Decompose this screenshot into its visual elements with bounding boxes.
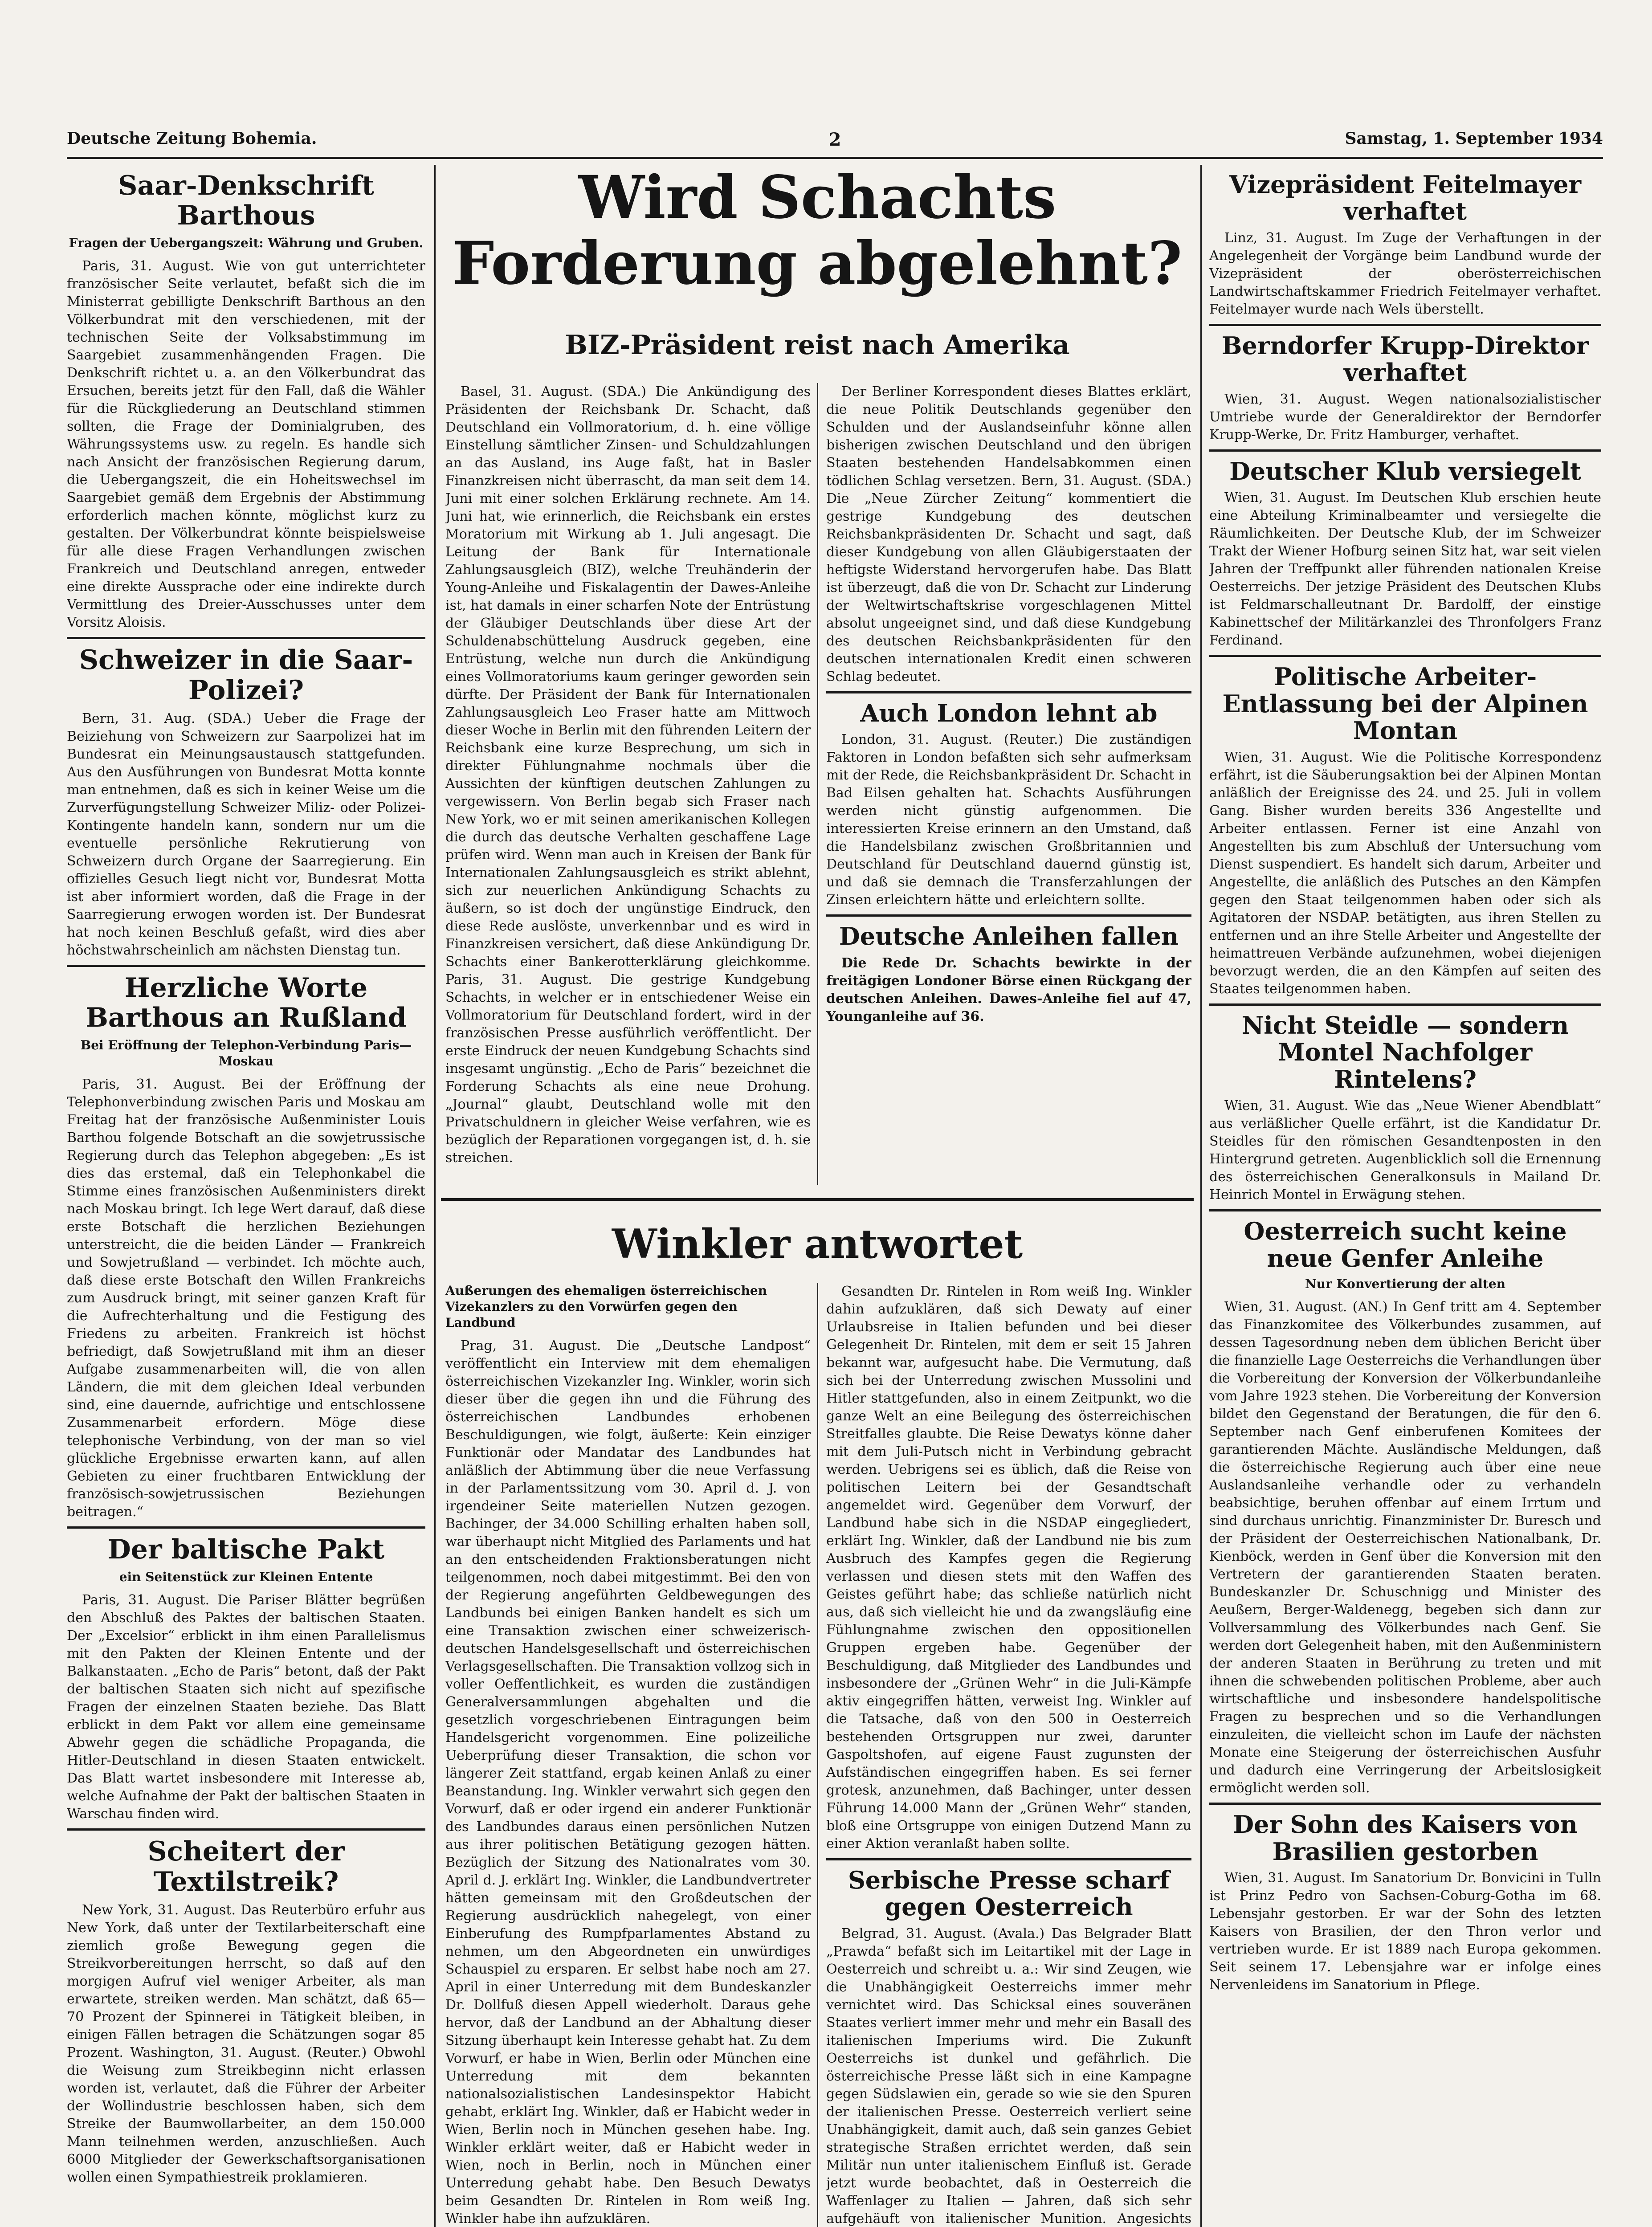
- article-text: Der Berliner Korrespondent dieses Blattes erklärt, die neue Politik Deutschlands gegenüber den Schulden und der Auslandseinfuhr könne allen bisherigen zwischen Deutschland und den übrigen Staaten bestehenden Handelsabkommen einen tödlichen Schlag versetzen. Bern, 31. August. (SDA.) Die „Neue Zürcher Zeitung“ kommentiert die gestrige Kundgebung des deutschen Reichsbankpräsidenten Dr. Schacht und sagt, daß dieser Kundgebung von allen Gläubigerstaaten der heftigste Widerstand hervorgerufen habe. Das Blatt ist überzeugt, daß die von Dr. Schacht zur Linderung der Weltwirtschaftskrise vorgeschlagenen Mittel absolut ungeeignet sind, und daß diese Kundgebung des deutschen Reichsbankpräsidenten für den deutschen internationalen Kredit einen schweren Schlag bedeutet.: [826, 384, 1191, 685]
- headline: Schweizer in die Saar-Polizei?: [79, 644, 413, 706]
- article-text: Wien, 31. August. (AN.) In Genf tritt am 4. September das Finanzkomitee des Völkerbundes zusammen, auf dessen Tagesordnung neben dem üblichen Bericht über die finanzielle Lage Oesterreichs die Verhandlungen über die Vorbereitung der Konversion der Völkerbundanleihe vom Jahre 1923 stehen. Die Vorbereitung der Konversion bildet den Gegenstand der Beratungen, die für den 6. September nach Genf einberufenen Komitees der garantierenden Mächte. Ausländische Meldungen, daß die österreichische Regierung auch über eine neue Auslandsanleihe verhandle oder zu verhandeln beabsichtige, beruhen offenbar auf einem Irrtum und sind durchaus unrichtig. Finanzminister Dr. Buresch und der Präsident der Oesterreichischen Nationalbank, Dr. Kienböck, werden in Genf über die Konversion mit den Vertretern der garantierenden Staaten beraten. Bundeskanzler Dr. Schuschnigg und Minister des Aeußern, Berger-Waldenegg, begeben sich dann zur Vollversammlung des Völkerbundes nach Genf. Sie werden dort Gelegenheit haben, mit den Außenministern der anderen Staaten in Berührung zu treten und mit ihnen die schwebenden politischen Probleme, aber auch wirtschaftliche und insbesondere handelspolitische Fragen zu besprechen und so die Verhandlungen einzuleiten, die vielleicht schon im Laufe der nächsten Monate eine Steigerung der österreichischen Ausfuhr und dadurch eine Verringerung der Arbeitslosigkeit ermöglicht werden soll.: [1209, 1299, 1601, 1796]
- article-text: Bern, 31. Aug. (SDA.) Ueber die Frage der Beiziehung von Schweizern zur Saarpolizei hat im Bundesrat ein Meinungsaustausch stattgefunden. Aus den Ausführungen von Bundesrat Motta konnte man entnehmen, daß es sich in keiner Weise um die Zurverfügungstellung Schweizer Miliz- oder Polizei-Kontingente handeln kann, sondern nur um die eventuelle persönliche Rekrutierung von Schweizern durch Organe der Saarregierung. Ein offizielles Gesuch liegt nicht vor, Bundesrat Motta ist aber informiert worden, daß die Frage in der Saarregierung erwogen worden ist. Der Bundesrat hat noch keinen Beschluß gefaßt, wird dies aber höchstwahrscheinlich am nächsten Dienstag tun.: [67, 710, 425, 958]
- article-text: Linz, 31. August. Im Zuge der Verhaftungen in der Angelegenheit der Vorgänge beim Landbund wurde der Vizepräsident der oberösterreichischen Landwirtschaftskammer Friedrich Feitelmayer verhaftet. Feitelmayer wurde nach Wels überstellt.: [1209, 230, 1601, 317]
- headline: Der baltische Pakt: [107, 1534, 385, 1566]
- headline: Oesterreich sucht keine neue Genfer Anleihe: [1244, 1217, 1567, 1273]
- masthead-name: Deutsche Zeitung Bohemia.: [67, 129, 317, 148]
- main-headline: Wird Schachts Forderung abgelehnt?: [452, 163, 1183, 298]
- section-rule: [441, 1198, 1194, 1201]
- headline: Scheitert der Textilstreik?: [147, 1836, 345, 1897]
- column-divider: [1200, 165, 1202, 2227]
- article-rule: [1209, 655, 1601, 657]
- subheadline: Bei Eröffnung der Telephon-Verbindung Paris—Moskau: [80, 1038, 412, 1069]
- headline: Nicht Steidle — sondern Montel Nachfolger Rintelens?: [1241, 1011, 1569, 1093]
- article-rule: [67, 637, 425, 639]
- article-text: London, 31. August. (Reuter.) Die zuständigen Faktoren in London befaßten sich sehr aufmerksam mit der Rede, die Reichsbankpräsident Dr. Schacht in Bad Eilsen gehalten hat. Schachts Ausführungen werden nicht günstig aufgenommen. Die interessierten Kreise erinnern an den Umstand, daß die Handelsbilanz zwischen Großbritannien und Deutschland für Deutschland dauernd günstig ist, und daß sie demnach die Transferzahlungen der Zinsen erleichtern hätte und erleichtern sollte.: [826, 732, 1191, 908]
- article-text: Belgrad, 31. August. (Avala.) Das Belgrader Blatt „Prawda“ befaßt sich im Leitartikel mit der Lage in Oesterreich und schreibt u. a.: Wir sind Zeugen, wie die Unabhängigkeit Oesterreichs immer mehr vernichtet wird. Das Schicksal eines souveränen Staates verliert immer mehr und mehr ein Basall des italienischen Imperiums wird. Die Zukunft Oesterreichs ist dunkel und gefährlich. Die österreichische Presse läßt sich in eine Kampagne gegen Südslawien ein, gerade so wie sie den Spuren der italienischen Presse. Oesterreich verliert seine Unabhängigkeit, damit auch, daß sein ganzes Gebiet strategische Straßen errichtet werden, daß sein Militär nun unter italienischem Einfluß ist. Gerade jetzt wurde beobachtet, daß in Oesterreich die Waffenlager zu Italien — Jahren, daß sich sehr aufgehäuft von italienischer Munition. Angesichts: [826, 1925, 1191, 2227]
- subheadline: Fragen der Uebergangszeit: Währung und Gruben.: [69, 236, 424, 251]
- right-column: [1209, 165, 1601, 2227]
- headline: Deutsche Anleihen fallen: [839, 922, 1179, 951]
- article-text: Paris, 31. August. Bei der Eröffnung der Telephonverbindung zwischen Paris und Moskau am Freitag hat der französische Außenminister Louis Barthou folgende Botschaft an die sowjetrussische Regierung durch das Telephon abgegeben: „Es ist dies das erstemal, daß ein Telephonkabel die Stimme eines französischen Außenministers direkt nach Moskau bringt. Ich lege Wert darauf, daß diese erste Botschaft die herzlichen Beziehungen unterstreicht, die die beiden Länder — Frankreich und Sowjetrußland — verbindet. Ich möchte auch, daß diese erste Botschaft den Willen Frankreichs zum Ausdruck bringt, mit seiner ganzen Kraft für die Aufrechterhaltung und die Festigung des Friedens zu arbeiten. Frankreich ist höchst befriedigt, daß Sowjetrußland mit ihm an dieser Aufgabe zusammenarbeiten will, die von allen Ländern, die mit dem gleichen Ideal verbunden sind, eine dauernde, aufrichtige und entschlossene Zusammenarbeit erfordern. Möge diese telephonische Verbindung, von der man so viel glückliche Ergebnisse erwarten kann, auf allen Gebieten zu einer fruchtbaren Entwicklung der französisch-sowjetrussischen Beziehungen beitragen.“: [67, 1077, 425, 1520]
- issue-date: Samstag, 1. September 1934: [1345, 129, 1603, 148]
- subheadline: ein Seitenstück zur Kleinen Entente: [119, 1570, 373, 1585]
- main-story-right: [826, 383, 1191, 1185]
- article-text: Prag, 31. August. Die „Deutsche Landpost“ veröffentlicht ein Interview mit dem ehemaligen österreichischen Vizekanzler Ing. Winkler, worin sich dieser über die gegen ihn und die Führung des österreichischen Landbundes erhobenen Beschuldigungen, wie folgt, äußerte: Kein einziger Funktionär oder Mandatar des Landbundes hat anläßlich der Abtimmung über die neue Verfassung in der Parlamentssitzung vom 30. April d. J. von irgendeiner Seite materiellen Nutzen gezogen. Bachinger, der 34.000 Schilling erhalten haben soll, war überhaupt nicht Mitglied des Parlaments und hat an den entscheidenden Fraktionsberatungen nicht teilgenommen, noch dabei mitgestimmt. Bei den von der Regierung angeführten Geldbewegungen des Landbunds bei einigen Banken handelt es sich um eine Transaktion zwischen einer schweizerisch-deutschen Handelsgesellschaft und österreichischen Verlagsgesellschaften. Die Transaktion vollzog sich in voller Oeffentlichkeit, es wurden die zuständigen Generalversammlungen abgehalten und die gesetzlich vorgeschriebenen Eintragungen beim Handelsgericht vorgenommen. Eine polizeiliche Ueberprüfung dieser Transaktion, die schon vor längerer Zeit stattfand, ergab keinen Anlaß zu einer Beanstandung. Ing. Winkler verwahrt sich gegen den Vorwurf, daß er oder irgend ein anderer Funktionär des Landbundes daraus einen persönlichen Nutzen aus ihrer politischen Betätigung gezogen hätten. Bezüglich der Sitzung des Nationalrates vom 30. April d. J. erklärt Ing. Winkler, die Landbundvertreter hätten gemeinsam mit den Großdeutschen der Regierung ausdrücklich nahegelegt, von einer Einberufung des Rumpfparlamentes Abstand zu nehmen, um den Abgeordneten ein unwürdiges Schauspiel zu ersparen. Er selbst habe noch am 27. April in einer Unterredung mit dem Bundeskanzler Dr. Dollfuß diesen Appell wiederholt. Daraus gehe hervor, daß der Landbund an der Abhaltung dieser Sitzung überhaupt kein Interesse gehabt hat. Zu dem Vorwurf, er habe in Wien, Berlin oder München eine Unterredung mit dem bekannten nationalsozialistischen Landesinspektor Habicht gehabt, erklärt Ing. Winkler, daß er Habicht weder in Wien, Berlin noch in München gesehen habe. Ing. Winkler erklärt weiter, daß er Habicht weder in Wien, noch in Berlin, noch in München einer Unterredung gehabt habe. Den Besuch Dewatys beim Gesandten Dr. Rintelen in Rom weiß Ing. Winkler habe ihn aufzuklären.: [445, 1338, 811, 2227]
- article-text: Wien, 31. August. Wie die Politische Korrespondenz erfährt, ist die Säuberungsaktion bei der Alpinen Montan anläßlich der Ereignisse des 24. und 25. Juli in vollem Gang. Bisher wurden bereits 336 Angestellte und Arbeiter entlassen. Ferner ist eine Anzahl von Angestellten bis zum Abschluß der Untersuchung vom Dienst suspendiert. Es handelt sich darum, Arbeiter und Angestellte, die anläßlich des Putsches an den Kämpfen gegen den Staat teilgenommen haben oder sich als Agitatoren der NSDAP. betätigten, aus ihren Stellen zu entfernen und an ihre Stelle Arbeiter und Angestellte der heimattreuen Verbände aufzunehmen, wobei diejenigen bevorzugt werden, die an den Kämpfen auf seiten des Staates teilgenommen haben.: [1209, 749, 1601, 997]
- headline: Herzliche Worte Barthous an Rußland: [86, 972, 407, 1033]
- headline: Deutscher Klub versiegelt: [1229, 457, 1581, 485]
- article-text: Die Rede Dr. Schachts bewirkte in der freitägigen Londoner Börse einen Rückgang der deutschen Anleihen. Dawes-Anleihe fiel auf 47, Younganleihe auf 36.: [826, 955, 1191, 1024]
- headline: Der Sohn des Kaisers von Brasilien gestorben: [1233, 1810, 1578, 1866]
- article-rule: [1209, 1209, 1601, 1211]
- headline: Saar-Denkschrift Barthous: [118, 170, 374, 232]
- winkler-headline: Winkler antwortet: [612, 1220, 1023, 1268]
- article-text: Wien, 31. August. Im Deutschen Klub erschien heute eine Abteilung Kriminalbeamter und versiegelte die Räumlichkeiten. Der Deutsche Klub, der im Schweizer Trakt der Wiener Hofburg seinen Sitz hat, war seit vielen Jahren der Treffpunkt aller führenden nationalen Kreise Oesterreichs. Der jetzige Präsident des Deutschen Klubs ist Feldmarschalleutnant Dr. Bardolff, der einstige Kabinettschef der Militärkanzlei des Thronfolgers Franz Ferdinand.: [1209, 490, 1601, 649]
- article-rule: [1209, 1003, 1601, 1006]
- page-number: 2: [828, 129, 841, 150]
- headline: Berndorfer Krupp-Direktor verhaftet: [1221, 331, 1589, 387]
- headline: Vizepräsident Feitelmayer verhaftet: [1229, 170, 1582, 226]
- article-rule: [1209, 449, 1601, 452]
- subheadline: Außerungen des ehemaligen österreichischen Vizekanzlers zu den Vorwürfen gegen den Landbund: [445, 1283, 767, 1330]
- headline: Auch London lehnt ab: [860, 699, 1158, 727]
- article-text: Paris, 31. August. Wie von gut unterrichteter französischer Seite verlautet, befaßt sich die im Ministerrat gebilligte Denkschrift Barthous an den Völkerbundrat mit den verschiedenen, mit der technischen Seite der Volksabstimmung im Saargebiet zusammenhängenden Fragen. Die Denkschrift richtet u. a. an den Völkerbundrat das Ersuchen, bereits jetzt für den Fall, daß die Wähler für die Rückgliederung an Deutschland stimmen sollten, die Frage der Dominialgruben, des Währungssystems usw. zu regeln. Es handle sich nach Ansicht der französischen Regierung darum, die Uebergangszeit, die ein Hoheitswechsel im Saargebiet gemäß dem Ergebnis der Abstimmung erforderlich machen könnte, möglichst kurz zu gestalten. Der Völkerbundrat könnte beispielsweise für alle diese Fragen Verhandlungen zwischen Frankreich und Deutschland anregen, entweder eine direkte Aussprache oder eine indirekte durch Vermittlung des Dreier-Ausschusses unter dem Vorsitz Aloisis.: [67, 258, 425, 631]
- running-header: [67, 129, 1603, 156]
- article-rule: [67, 1526, 425, 1529]
- column-divider: [817, 383, 818, 1185]
- article-text: Paris, 31. August. Die Pariser Blätter begrüßen den Abschluß des Paktes der baltischen Staaten. Der „Excelsior“ erblickt in ihm einen Parallelismus mit den Pakten der Kleinen Entente und der Balkanstaaten. „Echo de Paris“ betont, daß der Pakt der baltischen Staaten sich nicht auf spezifische Fragen der einzelnen Staaten beziehe. Das Blatt erblickt in dem Pakt vor allem eine gemeinsame Abwehr gegen die schädliche Propaganda, die Hitler-Deutschland in diesen Staaten entwickelt. Das Blatt wartet insbesondere mit Interesse ab, welche Aufnahme der Pakt der baltischen Staaten in Warschau finden wird.: [67, 1592, 425, 1822]
- article-text: Gesandten Dr. Rintelen in Rom weiß Ing. Winkler dahin aufzuklären, daß sich Dewaty auf einer Urlaubsreise in Italien befunden und bei dieser Gelegenheit Dr. Rintelen, mit dem er seit 15 Jahren bekannt war, aufgesucht habe. Die Vermutung, daß sich bei der Unterredung zwischen Mussolini und Hitler stattgefunden, also in einem Zeitpunkt, wo die ganze Welt an eine Beilegung des österreichischen Streitfalles glaubte. Die Reise Dewatys könne daher mit dem Juli-Putsch nicht in Verbindung gebracht werden. Uebrigens sei es üblich, daß die Reise von politischen Leitern bei der Gesandtschaft angemeldet wird. Gegenüber dem Vorwurf, der Landbund habe sich in die NSDAP eingegliedert, erklärt Ing. Winkler, daß der Landbund nie bis zum Ausbruch des Kampfes gegen die Regierung verlassen und diesen stets mit den Waffen des Geistes geführt habe; das schließe natürlich nicht aus, daß sich vielleicht hie und da zwangsläufig eine Fühlungnahme zwischen den oppositionellen Gruppen ergeben habe. Gegenüber der Beschuldigung, daß Mitglieder des Landbundes und insbesondere der „Grünen Wehr“ in die Juli-Kämpfe aktiv eingegriffen hätten, verweist Ing. Winkler auf die Tatsache, daß von den 500 in Oesterreich bestehenden Ortsgruppen nur zwei, darunter Gaspoltshofen, auf eigene Faust zugunsten der Aufständischen eingegriffen haben. Es sei ferner grotesk, anzunehmen, daß Bachinger, unter dessen Führung 14.000 Mann der „Grünen Wehr“ standen, bloß eine Ortsgruppe von einigen Dutzend Mann zu einer Aktion veranlaßt haben sollte.: [826, 1284, 1191, 1852]
- column-divider: [434, 165, 436, 2227]
- article-rule: [826, 1858, 1191, 1860]
- article-rule: [67, 1828, 425, 1831]
- left-column: [67, 165, 425, 2227]
- winkler-right: [826, 1283, 1191, 2227]
- headline: Politische Arbeiter-Entlassung bei der Alpinen Montan: [1222, 662, 1588, 745]
- article-rule: [826, 914, 1191, 917]
- article-text: Wien, 31. August. Im Sanatorium Dr. Bonvicini in Tulln ist Prinz Pedro von Sachsen-Coburg-Gotha im 68. Lebensjahr gestorben. Er war der Sohn des letzten Kaisers von Brasilien, der den Thron verlor und vertrieben wurde. Er ist 1889 nach Europa gekommen. Seit seinem 17. Lebensjahre war er infolge eines Nervenleidens im Sanatorium in Pflege.: [1209, 1870, 1601, 1993]
- article-rule: [826, 691, 1191, 693]
- column-divider: [817, 1283, 818, 2227]
- winkler-left: [445, 1283, 811, 2227]
- article-text: New York, 31. August. Das Reuterbüro erfuhr aus New York, daß unter der Textilarbeiterschaft eine ziemlich große Bewegung gegen die Streikvorbereitungen herrscht, so daß auf den morgigen Aufruf viel weniger Arbeiter, als man erwartete, streiken werden. Man schätzt, daß 65—70 Prozent der Spinnerei in Tätigkeit bleiben, in einigen Fällen betragen die Schätzungen sogar 85 Prozent. Washington, 31. August. (Reuter.) Obwohl die Weisung zum Streikbeginn nicht erlassen worden ist, verlautet, daß die Führer der Arbeiter der Wollindustrie beschlossen haben, sich dem Streike der Baumwollarbeiter, an dem 150.000 Mann teilnehmen werden, anzuschließen. Auch 6000 Mitglieder der Gewerkschaftsorganisationen wollen einen Sympathiestreik proklamieren.: [67, 1902, 425, 2185]
- headline: Serbische Presse scharf gegen Oesterreich: [848, 1866, 1170, 1921]
- article-text: Wien, 31. August. Wegen nationalsozialistischer Umtriebe wurde der Generaldirektor der Berndorfer Krupp-Werke, Dr. Fritz Hamburger, verhaftet.: [1209, 391, 1601, 443]
- article-rule: [1209, 1803, 1601, 1805]
- article-rule: [1209, 324, 1601, 326]
- main-deck: BIZ-Präsident reist nach Amerika: [565, 330, 1070, 361]
- header-rule: [67, 157, 1603, 159]
- main-story-left: [445, 383, 811, 1185]
- article-text: Basel, 31. August. (SDA.) Die Ankündigung des Präsidenten der Reichsbank Dr. Schacht, daß Deutschland ein Vollmoratorium, d. h. eine völlige Einstellung sämtlicher Zinsen- und Schuldzahlungen an das Ausland, ins Auge faßt, hat in Basler Finanzkreisen nicht überrascht, da man seit dem 14. Juni mit einer solchen Erklärung rechnete. Am 14. Juni hat, wie erinnerlich, die Reichsbank ein erstes Moratorium mit Wirkung ab 1. Juli angesagt. Die Leitung der Bank für Internationale Zahlungsausgleich (BIZ), welche Treuhänderin der Young-Anleihe und Fiskalagentin der Dawes-Anleihe ist, hat damals in einer scharfen Note der Entrüstung der Gläubiger Deutschlands über diese Art der Schuldenabschüttelung Ausdruck gegeben, eine Entrüstung, welche nun durch die Ankündigung eines Vollmoratoriums kaum geringer geworden sein dürfte. Der Präsident der Bank für Internationalen Zahlungsausgleich Leo Fraser hatte am Mittwoch dieser Woche in Berlin mit den führenden Leitern der Reichsbank eine kurze Besprechung, um sich in direkter Fühlungnahme nochmals über die Aussichten der künftigen deutschen Zahlungen zu vergewissern. Von Berlin begab sich Fraser nach New York, wo er mit seinen amerikanischen Kollegen die durch das deutsche Verhalten geschaffene Lage prüfen wird. Wenn man auch in Kreisen der Bank für Internationalen Zahlungsausgleich es strikt ablehnt, sich zur neuerlichen Ankündigung Schachts zu äußern, so ist doch der ungünstige Eindruck, den diese Rede auslöste, unverkennbar und es wird in Finanzkreisen versichert, daß diese Ankündigung Dr. Schachts einer Bankerotterklärung gleichkomme. Paris, 31. August. Die gestrige Kundgebung Schachts, in welcher er in entschiedener Weise ein Vollmoratorium für Deutschland fordert, wird in der französischen Presse ausführlich veröffentlicht. Der erste Eindruck der neuen Kundgebung Schachts sind insgesamt ungünstig. „Echo de Paris“ bezeichnet die Forderung Schachts als eine neue Drohung. „Journal“ glaubt, Deutschland wolle mit den Privatschuldnern in gleicher Weise verfahren, wie es bezüglich der Reparationen vorgegangen ist, d. h. sie streichen.: [445, 384, 811, 1166]
- subheadline: Nur Konvertierung der alten: [1305, 1277, 1505, 1292]
- article-rule: [67, 965, 425, 967]
- article-text: Wien, 31. August. Wie das „Neue Wiener Abendblatt“ aus verläßlicher Quelle erfährt, ist die Kandidatur Dr. Steidles für den römischen Gesandtenposten in den Hintergrund getreten. Augenblicklich soll die Ernennung des österreichischen Generalkonsuls in Mailand Dr. Heinrich Montel in Erwägung stehen.: [1209, 1098, 1601, 1203]
